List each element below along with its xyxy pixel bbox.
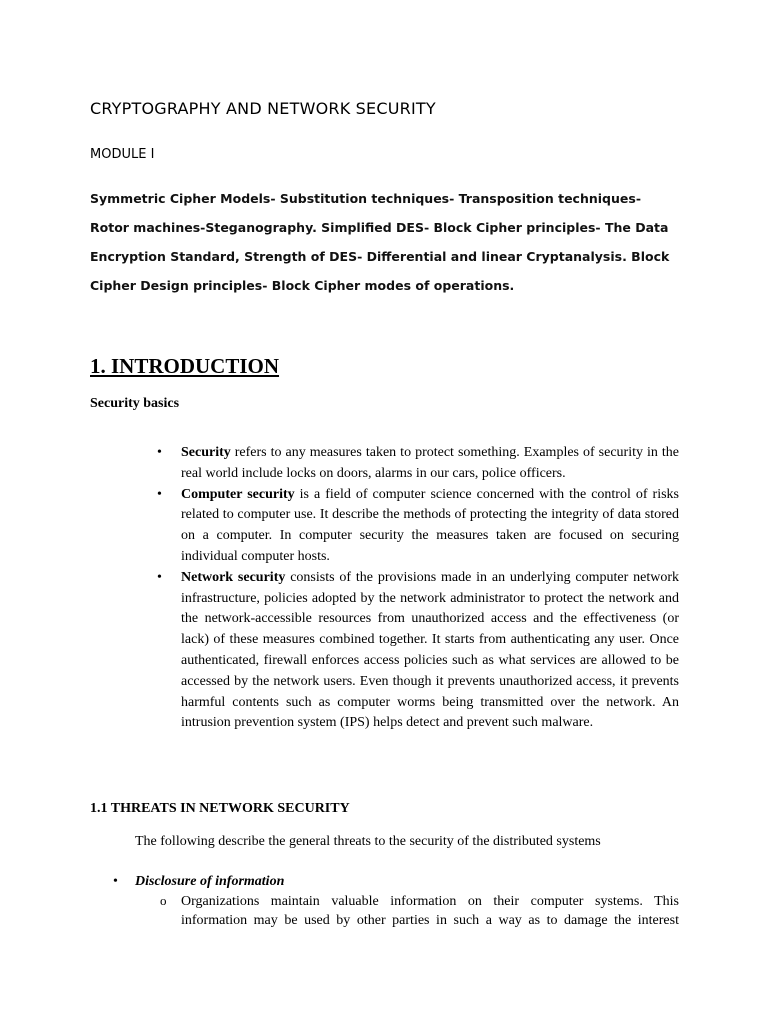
section-heading-introduction: 1. INTRODUCTION <box>90 354 280 378</box>
bullet-term: Network security <box>181 569 286 585</box>
bullet-text: is a field of computer science concerned with the control of risks related to computer use. It describe the methods of protecting the integrity of data stored on a computer. In computer security the measures taken are focused on securing individual computer hosts. <box>181 486 679 564</box>
syllabus-line: Symmetric Cipher Models- Substitution techniques- Transposition techniques- <box>90 191 642 206</box>
threat-title: Disclosure of information <box>135 874 285 889</box>
subheading-security-basics: Security basics <box>90 396 180 411</box>
syllabus-paragraph <box>90 184 690 300</box>
threats-intro-text: The following describe the general threats to the security of the distributed systems <box>135 834 601 849</box>
bullet-term: Computer security <box>181 486 295 502</box>
bullet-text: refers to any measures taken to protect something. Examples of security in the real world include locks on doors, alarms in our cars, police officers. <box>181 445 679 481</box>
bullet-marker: • <box>157 445 162 460</box>
document-title: CRYPTOGRAPHY AND NETWORK SECURITY <box>90 99 436 118</box>
list-item <box>157 568 680 734</box>
syllabus-line: Encryption Standard, Strength of DES- Differential and linear Cryptanalysis. Block <box>90 249 670 264</box>
bullet-text: consists of the provisions made in an underlying computer network infrastructure, policies adopted by the network administrator to protect the network and the network-accessible resources from unauthorized access and the effectiveness (or lack) of these measures combined together. It starts from authenticating any user. Once authenticated, firewall enforces access policies such as what services are allowed to be accessed by the network users. Even though it prevents unauthorized access, it prevents harmful contents such as computer worms being transmitted over the network. An intrusion prevention system (IPS) helps detect and prevent such malware. <box>181 569 680 731</box>
bullet-marker: • <box>157 486 162 502</box>
list-item <box>157 485 679 568</box>
bullet-term: Security <box>181 445 231 460</box>
bullet-marker: • <box>113 874 118 889</box>
sub-bullet-marker: o <box>160 893 167 908</box>
threat-description <box>181 892 679 930</box>
section-heading-threats: 1.1 THREATS IN NETWORK SECURITY <box>90 801 350 816</box>
threat-description-line: information may be used by other parties in such a way as to damage the interest <box>181 913 679 928</box>
list-item <box>157 443 679 485</box>
bullet-marker: • <box>157 569 162 585</box>
module-label: MODULE I <box>90 147 155 162</box>
syllabus-line: Rotor machines-Steganography. Simplified DES- Block Cipher principles- The Data <box>90 220 669 235</box>
threat-description-line: Organizations maintain valuable information on their computer systems. This <box>181 894 679 909</box>
security-bullet-list <box>157 443 680 734</box>
syllabus-line: Cipher Design principles- Block Cipher modes of operations. <box>90 278 515 293</box>
